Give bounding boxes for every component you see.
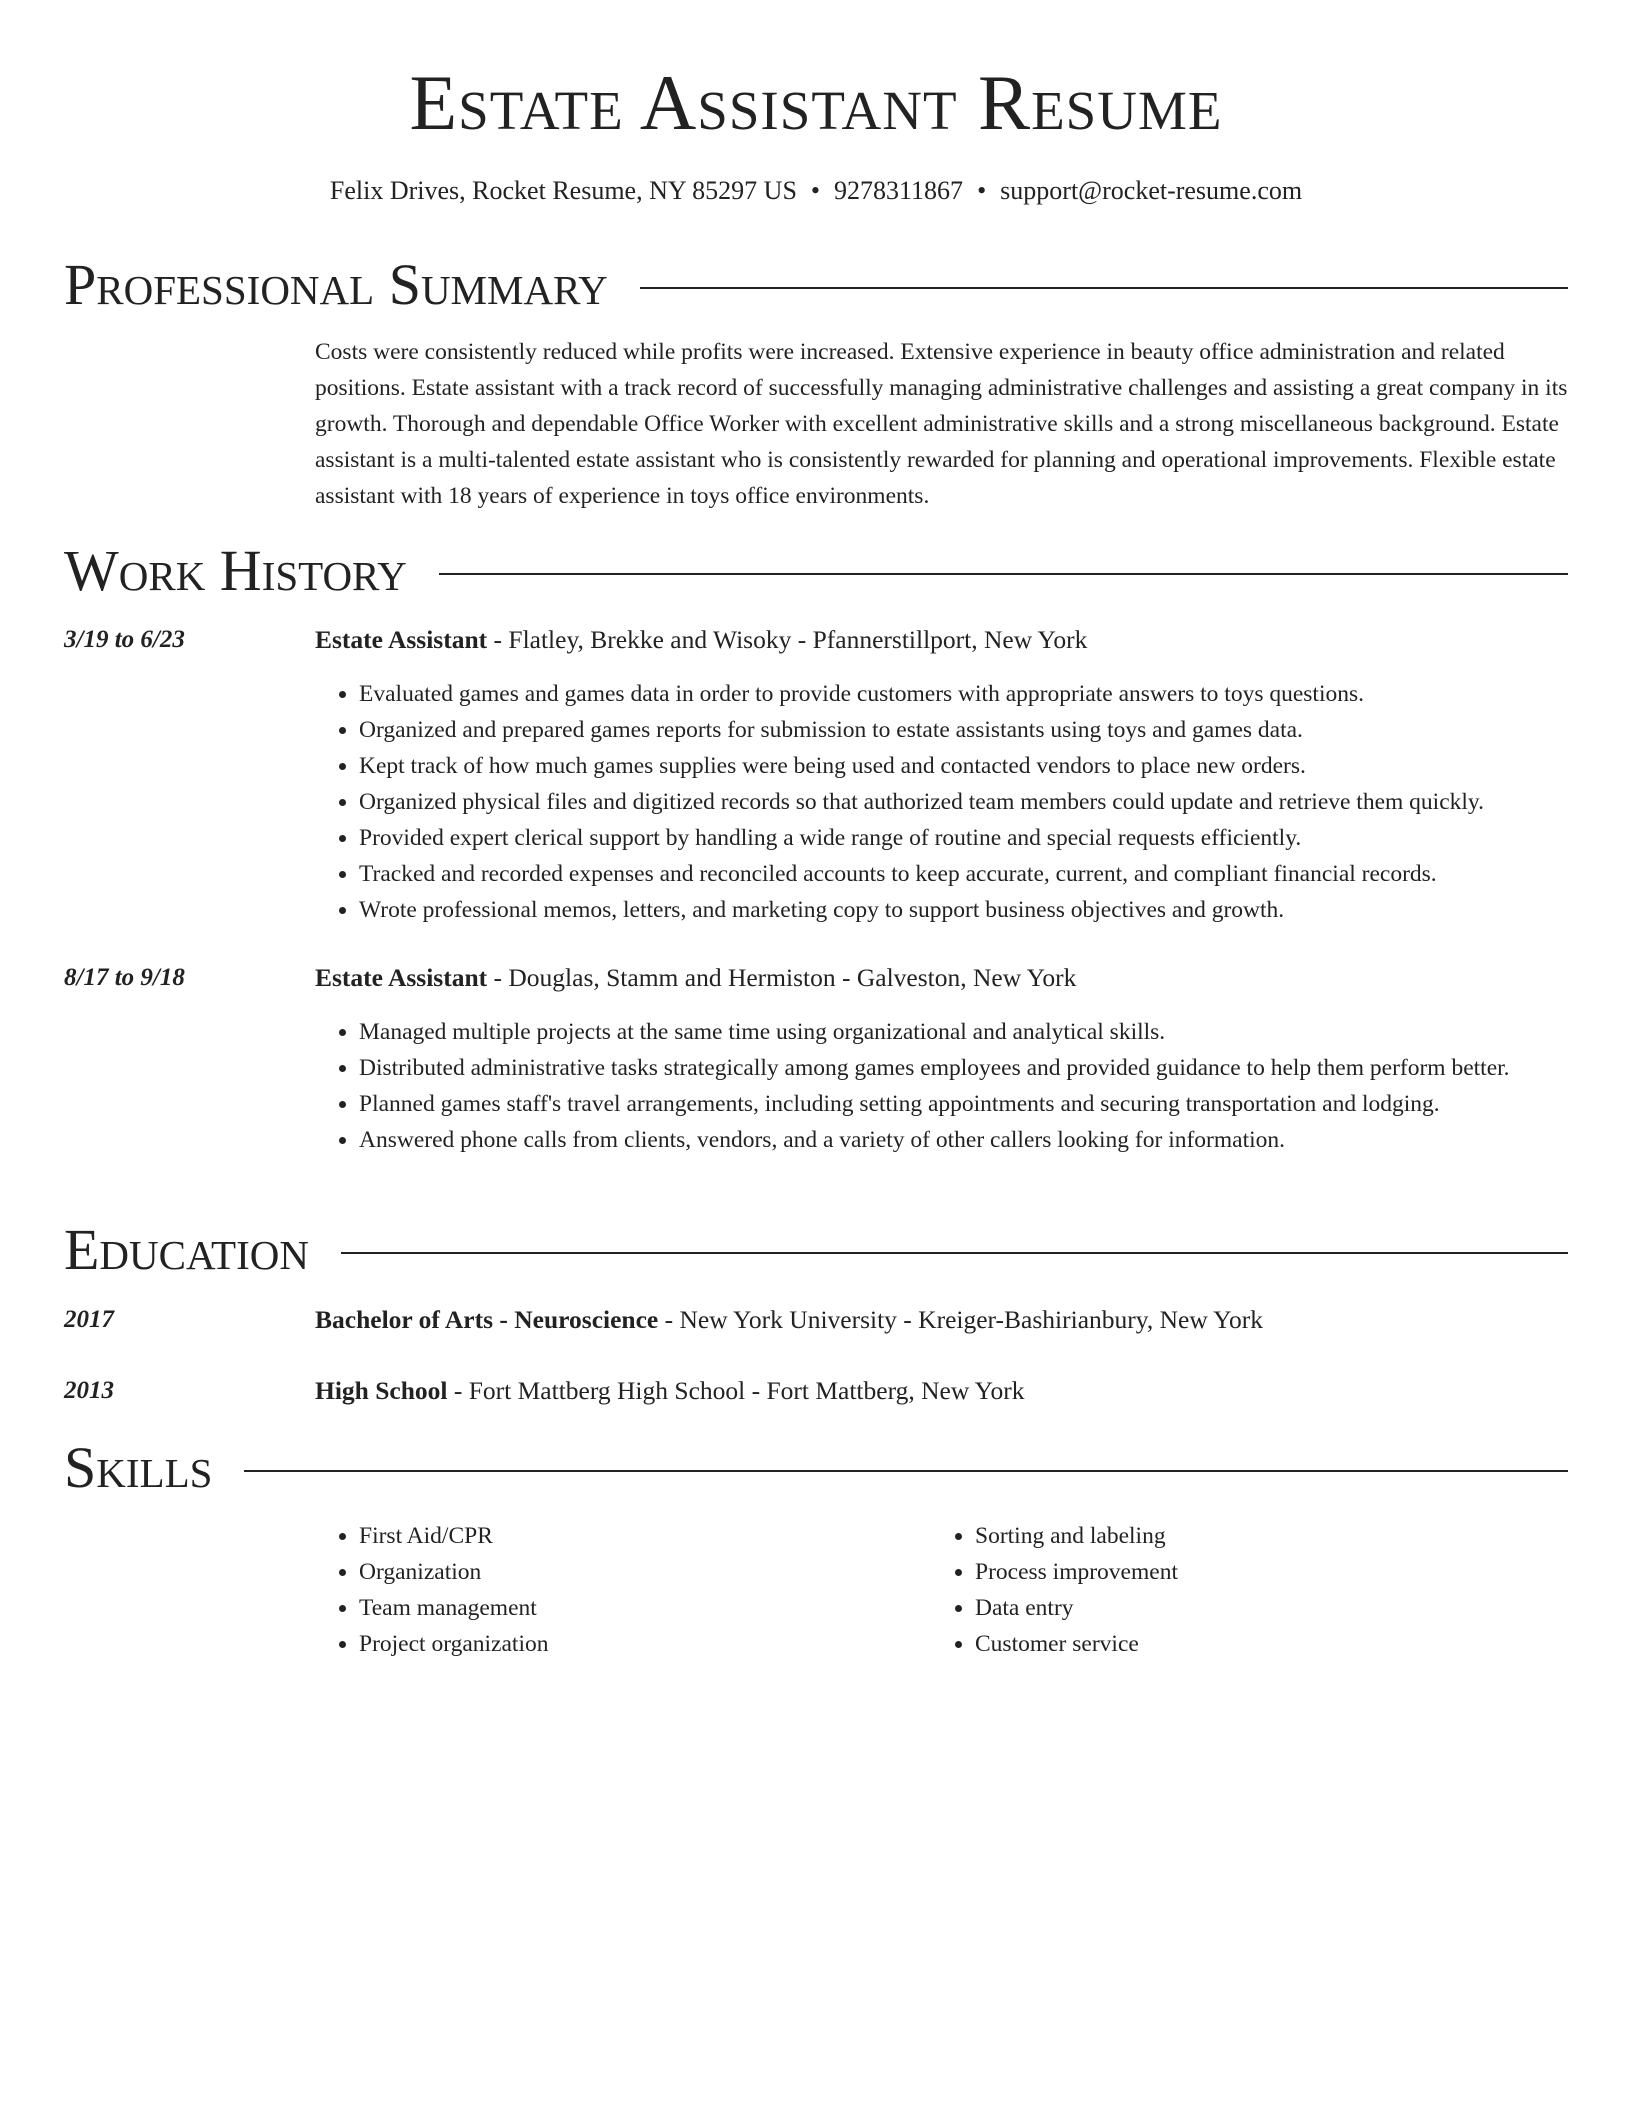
contact-separator: • <box>810 176 821 205</box>
education-year: 2013 <box>64 1377 114 1404</box>
education-degree: High School <box>315 1376 448 1405</box>
job-bullet: • Wrote professional memos, letters, and marketing copy to support business objectives and growth. <box>359 892 1568 928</box>
skill-item: • Project organization <box>359 1626 875 1662</box>
job-bullet: • Answered phone calls from clients, vendors, and a variety of other callers looking for information. <box>359 1122 1568 1158</box>
skill-item: • First Aid/CPR <box>359 1518 875 1554</box>
skill-item: • Sorting and labeling <box>975 1518 1491 1554</box>
job-title-line <box>315 622 1087 658</box>
job-bullets <box>315 676 1568 928</box>
skill-item: • Data entry <box>975 1590 1491 1626</box>
section-divider <box>341 1252 1568 1254</box>
job-bullet: • Evaluated games and games data in order to provide customers with appropriate answers to toys questions. <box>359 676 1568 712</box>
education-details: - Fort Mattberg High School - Fort Mattberg, New York <box>447 1376 1025 1405</box>
skill-item: • Process improvement <box>975 1554 1491 1590</box>
education-line <box>315 1373 1025 1409</box>
job-details: - Flatley, Brekke and Wisoky - Pfannerstillport, New York <box>487 625 1088 654</box>
work-history-section-header <box>64 536 1568 606</box>
skill-item: • Customer service <box>975 1626 1491 1662</box>
job-bullet: • Planned games staff's travel arrangements, including setting appointments and securing transportation and lodging. <box>359 1086 1568 1122</box>
work-history-heading: Work History <box>64 538 407 603</box>
skill-item: • Team management <box>359 1590 875 1626</box>
education-section-header <box>64 1215 1568 1285</box>
job-bullets <box>315 1014 1568 1158</box>
job-dates: 8/17 to 9/18 <box>64 964 185 991</box>
resume-title: Estate Assistant Resume <box>409 59 1223 146</box>
skills-heading: Skills <box>64 1435 213 1500</box>
job-details: - Douglas, Stamm and Hermiston - Galveston, New York <box>487 963 1077 992</box>
contact-email: support@rocket-resume.com <box>1000 176 1303 205</box>
contact-separator: • <box>977 176 987 205</box>
job-dates: 3/19 to 6/23 <box>64 626 185 653</box>
job-title: Estate Assistant <box>315 625 488 654</box>
job-title-line <box>315 960 1076 996</box>
job-bullet: • Tracked and recorded expenses and reconciled accounts to keep accurate, current, and compliant financial records. <box>359 856 1568 892</box>
education-line <box>315 1302 1263 1338</box>
job-bullet: • Managed multiple projects at the same time using organizational and analytical skills. <box>359 1014 1568 1050</box>
job-title: Estate Assistant <box>315 963 488 992</box>
section-divider <box>640 287 1568 289</box>
job-bullet: • Organized physical files and digitized records so that authorized team members could update and retrieve them quickly. <box>359 784 1568 820</box>
education-year: 2017 <box>64 1306 114 1333</box>
contact-phone: 9278311867 <box>834 176 964 205</box>
summary-section-header <box>64 250 1568 320</box>
contact-line <box>64 175 1568 207</box>
job-bullet: • Kept track of how much games supplies were being used and contacted vendors to place new orders. <box>359 748 1568 784</box>
summary-text: Costs were consistently reduced while profits were increased. Extensive experience in beauty office administration and related positions. Estate assistant with a track record of successfully managing administrative challenges and assisting a great company in its growth. Thorough and dependable Office Worker with excellent administrative skills and a strong miscellaneous background. Estate assistant is a multi-talented estate assistant who is consistently rewarded for planning and operational improvements. Flexible estate assistant with 18 years of experience in toys office environments. <box>315 339 1568 509</box>
contact-address: Felix Drives, Rocket Resume, NY 85297 US <box>329 176 797 205</box>
section-divider <box>439 573 1568 575</box>
education-degree: Bachelor of Arts - Neuroscience <box>315 1305 659 1334</box>
job-bullet: • Provided expert clerical support by handling a wide range of routine and special requests efficiently. <box>359 820 1568 856</box>
job-bullet: • Organized and prepared games reports for submission to estate assistants using toys and games data. <box>359 712 1568 748</box>
skills-list-right <box>931 1518 1491 1662</box>
skills-section-header <box>64 1433 1568 1503</box>
section-divider <box>244 1470 1568 1472</box>
education-heading: Education <box>64 1217 309 1282</box>
education-details: - New York University - Kreiger-Bashirianbury, New York <box>658 1305 1264 1334</box>
skill-item: • Organization <box>359 1554 875 1590</box>
skills-list-left <box>315 1518 875 1662</box>
summary-heading: Professional Summary <box>64 252 608 317</box>
job-bullet: • Distributed administrative tasks strategically among games employees and provided guidance to help them perform better. <box>359 1050 1568 1086</box>
